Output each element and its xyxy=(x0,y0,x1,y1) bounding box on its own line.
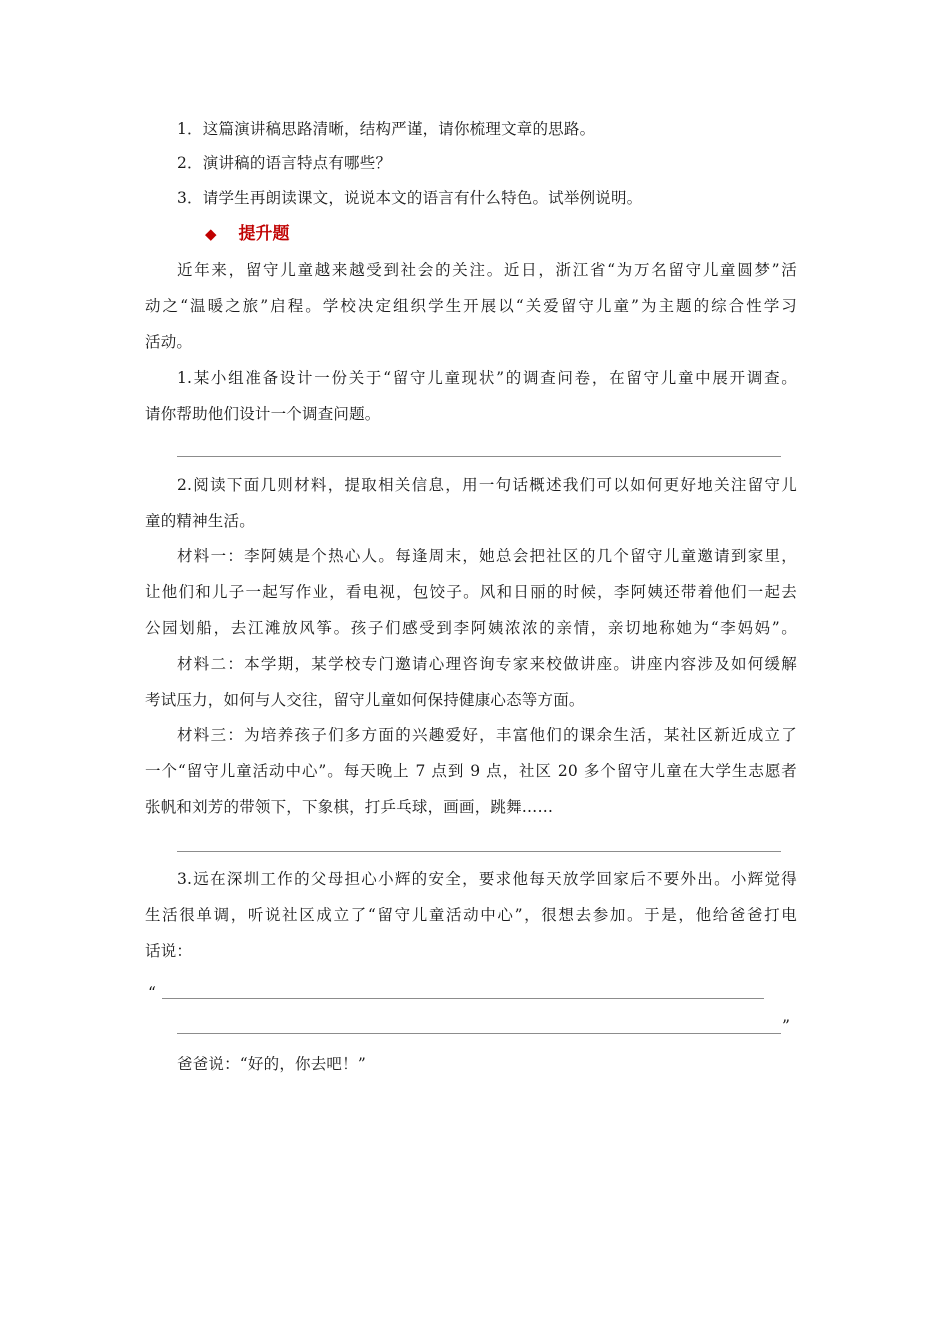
material1-line-3: 公园划船，去江滩放风筝。孩子们感受到李阿姨浓浓的亲情，亲切地称她为“李妈妈”。 xyxy=(145,619,797,637)
item3-line-3: 话说： xyxy=(145,942,193,960)
section-heading xyxy=(205,222,290,246)
dad-reply: 爸爸说：“好的，你去吧！” xyxy=(177,1055,366,1073)
material3-line-2: 一个“留守儿童活动中心”。每天晚上 7 点到 9 点，社区 20 多个留守儿童在大学生志愿者 xyxy=(145,762,797,780)
answer-line-3[interactable] xyxy=(162,998,764,999)
question-1: 1．这篇演讲稿思路清晰，结构严谨，请你梳理文章的思路。 xyxy=(177,120,596,138)
material2-line-1: 材料二：本学期，某学校专门邀请心理咨询专家来校做讲座。讲座内容涉及如何缓解 xyxy=(177,655,797,673)
item1-line-2: 请你帮助他们设计一个调查问题。 xyxy=(145,405,381,423)
item2-line-2: 童的精神生活。 xyxy=(145,512,255,530)
close-quote: ” xyxy=(782,1017,791,1035)
material1-line-2: 让他们和儿子一起写作业，看电视，包饺子。风和日丽的时候，李阿姨还带着他们一起去 xyxy=(145,583,797,601)
material3-line-1: 材料三：为培养孩子们多方面的兴趣爱好，丰富他们的课余生活，某社区新近成立了 xyxy=(177,726,797,744)
open-quote: “ xyxy=(148,984,157,1002)
intro-line-1: 近年来，留守儿童越来越受到社会的关注。近日，浙江省“为万名留守儿童圆梦”活 xyxy=(177,261,797,279)
diamond-icon: ◆ xyxy=(205,225,217,243)
intro-line-3: 活动。 xyxy=(145,333,193,351)
material3-line-3: 张帆和刘芳的带领下，下象棋，打乒乓球，画画，跳舞…… xyxy=(145,798,554,816)
answer-line-2[interactable] xyxy=(177,851,781,852)
item3-line-2: 生活很单调，听说社区成立了“留守儿童活动中心”，很想去参加。于是，他给爸爸打电 xyxy=(145,906,797,924)
item3-line-1: 3.远在深圳工作的父母担心小辉的安全，要求他每天放学回家后不要外出。小辉觉得 xyxy=(177,870,797,888)
item1-line-1: 1.某小组准备设计一份关于“留守儿童现状”的调查问卷，在留守儿童中展开调查。 xyxy=(177,369,797,387)
question-3: 3．请学生再朗读课文，说说本文的语言有什么特色。试举例说明。 xyxy=(177,189,643,207)
intro-line-2: 动之“温暖之旅”启程。学校决定组织学生开展以“关爱留守儿童”为主题的综合性学习 xyxy=(145,297,797,315)
item2-line-1: 2.阅读下面几则材料，提取相关信息，用一句话概述我们可以如何更好地关注留守儿 xyxy=(177,476,797,494)
answer-line-1[interactable] xyxy=(177,456,781,457)
material1-line-1: 材料一：李阿姨是个热心人。每逢周末，她总会把社区的几个留守儿童邀请到家里， xyxy=(177,547,797,565)
answer-line-4[interactable] xyxy=(177,1033,781,1034)
question-2: 2．演讲稿的语言特点有哪些？ xyxy=(177,154,392,172)
section-title: 提升题 xyxy=(238,224,290,244)
material2-line-2: 考试压力，如何与人交往，留守儿童如何保持健康心态等方面。 xyxy=(145,691,585,709)
